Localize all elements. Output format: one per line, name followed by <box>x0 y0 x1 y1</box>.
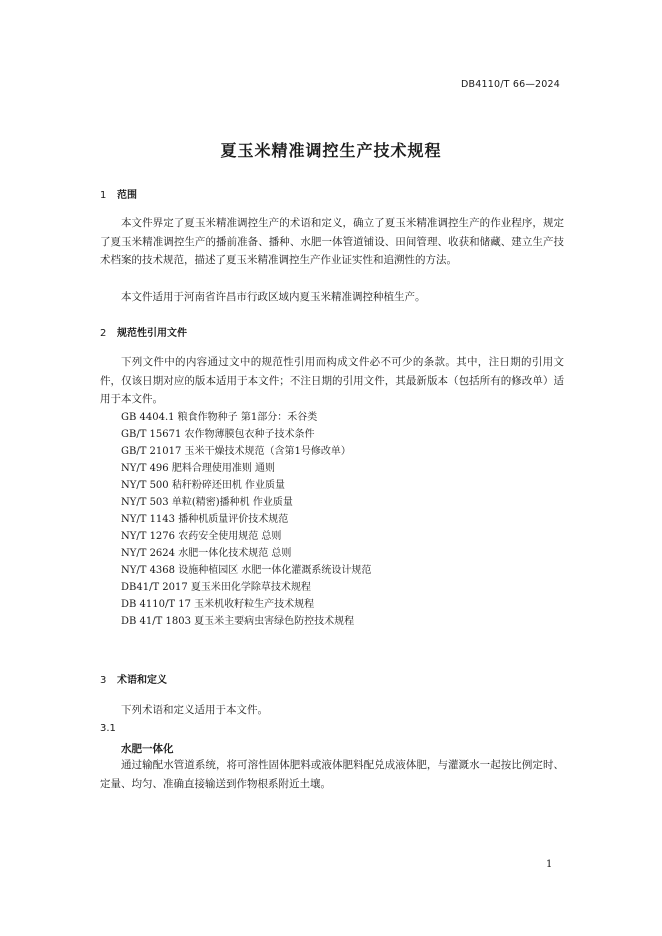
reference-list <box>121 409 371 630</box>
section-heading-terms <box>100 671 167 686</box>
references-intro: 下列文件中的内容通过文中的规范性引用而构成文件必不可少的条款。其中，注日期的引用文件，仅该日期对应的版本适用于本文件；不注日期的引用文件，其最新版本（包括所有的修改单）适用于本文件。 <box>100 356 564 405</box>
reference-item: NY/T 4368 设施种植园区 水肥一体化灌溉系统设计规范 <box>121 565 372 576</box>
page-number: 1 <box>546 859 553 870</box>
reference-item: NY/T 496 肥料合理使用准则 通则 <box>121 463 276 474</box>
section-title: 范围 <box>117 190 137 201</box>
section-title: 术语和定义 <box>117 675 167 686</box>
reference-item: NY/T 1276 农药安全使用规范 总则 <box>121 531 282 542</box>
reference-item: DB41/T 2017 夏玉米田化学除草技术规程 <box>121 582 311 593</box>
reference-item: DB 41/T 1803 夏玉米主要病虫害绿色防控技术规程 <box>121 616 355 627</box>
scope-paragraph-1: 本文件界定了夏玉米精准调控生产的术语和定义，确立了夏玉米精准调控生产的作业程序，规定了夏玉米精准调控生产的播前准备、播种、水肥一体管道铺设、田间管理、收获和储藏、建立生产技术档案的技术规范，描述了夏玉米精准调控生产作业证实性和追溯性的方法。 <box>100 217 564 266</box>
reference-item: GB 4404.1 粮食作物种子 第1部分：禾谷类 <box>121 412 318 423</box>
reference-item: DB 4110/T 17 玉米机收籽粒生产技术规程 <box>121 599 315 610</box>
reference-item: NY/T 503 单粒(精密)播种机 作业质量 <box>121 497 293 508</box>
document-title: 夏玉米精准调控生产技术规程 <box>220 141 442 160</box>
standard-code: DB4110/T 66—2024 <box>461 79 560 90</box>
section-number: 1 <box>100 190 107 201</box>
reference-item: NY/T 2624 水肥一体化技术规范 总则 <box>121 548 292 559</box>
reference-item: GB/T 21017 玉米干燥技术规范（含第1号修改单） <box>121 446 351 457</box>
terms-intro: 下列术语和定义适用于本文件。 <box>121 704 268 716</box>
reference-item: GB/T 15671 农作物薄膜包衣种子技术条件 <box>121 429 315 440</box>
section-heading-scope <box>100 186 137 201</box>
section-number: 3 <box>100 675 107 686</box>
term-number: 3.1 <box>100 723 116 734</box>
section-title: 规范性引用文件 <box>117 328 187 339</box>
term-definition: 通过输配水管道系统，将可溶性固体肥料或液体肥料配兑成液体肥，与灌溉水一起按比例定时、定量、均匀、准确直接输送到作物根系附近土壤。 <box>100 759 564 790</box>
reference-item: NY/T 500 秸秆粉碎还田机 作业质量 <box>121 480 286 491</box>
section-number: 2 <box>100 328 107 339</box>
scope-paragraph-2: 本文件适用于河南省许昌市行政区域内夏玉米精准调控种植生产。 <box>121 291 426 303</box>
term-name: 水肥一体化 <box>121 743 174 755</box>
section-heading-references <box>100 324 187 339</box>
reference-item: NY/T 1143 播种机质量评价技术规范 <box>121 514 289 525</box>
